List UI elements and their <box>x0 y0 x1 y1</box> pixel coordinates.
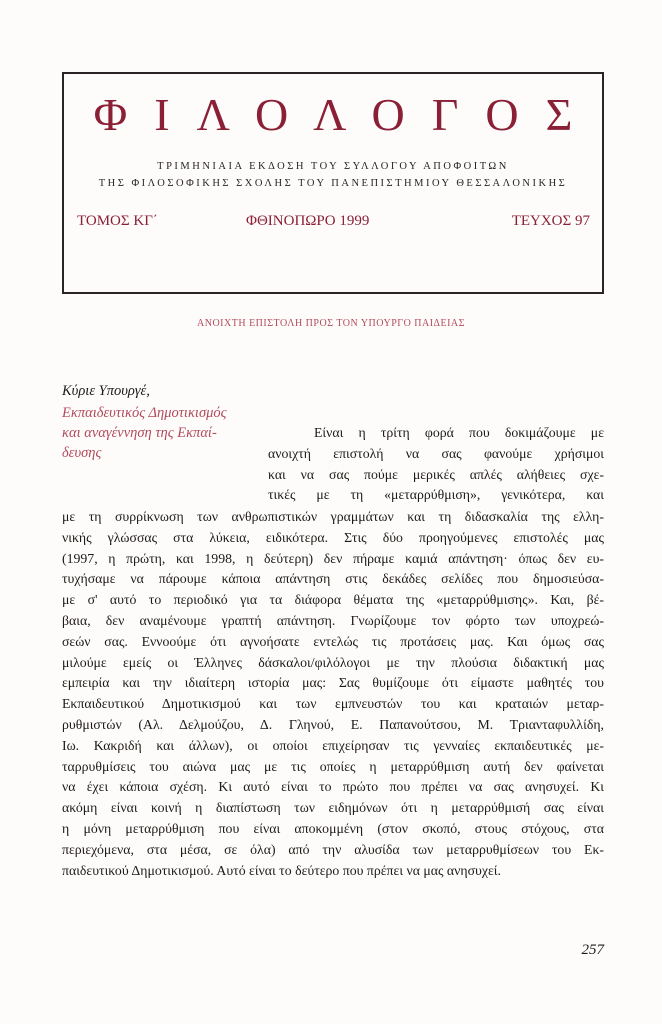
body-text-right-column <box>268 423 604 506</box>
journal-subtitle-line-2: ΤΗΣ ΦΙΛΟΣΟΦΙΚΗΣ ΣΧΟΛΗΣ ΤΟΥ ΠΑΝΕΠΙΣΤΗΜΙΟΥ ΘΕΣΣΑΛΟΝΙΚΗΣ <box>98 178 568 189</box>
text-line: ρυθμιστών (Αλ. Δελμούζου, Δ. Γληνού, Ε. Παπανούτσου, Μ. Τριανταφυλλίδη, <box>62 716 604 732</box>
text-line: σεών σας. Εννοούμε ότι αγνοήσατε εντελώς τις προτάσεις μας. Και όμως σας <box>62 633 604 649</box>
text-line: τυχήσαμε να πάρουμε κάποια απάντηση στις δεκάδες σελίδες που δημοσιεύσα- <box>62 571 604 587</box>
text-line: να έχει κάποια σχέση. Κι αυτό είναι το πρώτο που πρέπει να σας ανησυχεί. Κι <box>62 779 604 795</box>
text-line: Ιω. Κακριδή και άλλων), οι οποίοι επιχείρησαν τις γενναίες εκπαιδευτικές με- <box>62 737 604 753</box>
journal-title: ΦΙΛΟΛΟΓΟΣ <box>93 89 600 140</box>
sidebar-line: δευσης <box>62 445 102 461</box>
masthead <box>62 72 604 294</box>
volume-label: ΤΟΜΟΣ ΚΓ΄ <box>77 213 158 229</box>
text-line: ταρρυθμίσεις του αιώνα μας με τις οποίες η μεταρρύθμιση αυτή δεν φαίνεται <box>62 758 604 774</box>
text-line: Είναι η τρίτη φορά που δοκιμάζουμε με <box>314 425 604 440</box>
sidebar-subtitle <box>62 403 277 463</box>
sidebar-line: και αναγέννηση της Εκπαί- <box>62 425 217 441</box>
text-line: βαια, δεν αναμένουμε γραπτή απάντηση. Γνωρίζουμε τον φόρτο των υποχρεώ- <box>62 612 604 628</box>
text-line: μιλούμε εμείς οι Έλληνες δάσκαλοι/φιλόλογοι με την πλούσια διδακτική μας <box>62 654 604 670</box>
text-line: η μόνη μεταρρύθμιση που είναι αποκομμένη (στον σκοπό, στους στόχους, στα <box>62 820 604 836</box>
text-line: με σ' αυτό το περιοδικό για τα διάφορα θέματα της «μεταρρύθμισης». Και, βέ- <box>62 592 604 608</box>
text-line: και να σας πούμε μερικές απλές αλήθειες σχε- <box>268 466 604 482</box>
sidebar-line: Εκπαιδευτικός Δημοτικισμός <box>62 405 227 421</box>
text-line: παιδευτικού Δημοτικισμού. Αυτό είναι το δεύτερο που πρέπει να μας ανησυχεί. <box>62 862 501 878</box>
text-line: νικής γλώσσας στα λύκεια, ειδικότερα. Στις δύο προηγούμενες επιστολές μας <box>62 529 604 545</box>
letter-heading: ΑΝΟΙΧΤΗ ΕΠΙΣΤΟΛΗ ΠΡΟΣ ΤΟΝ ΥΠΟΥΡΓΟ ΠΑΙΔΕΙΑΣ <box>197 318 465 329</box>
text-line: με τη συρρίκνωση των ανθρωπιστικών γραμμάτων και τη διδασκαλία της ελλη- <box>62 509 604 524</box>
issue-number-label: ΤΕΥΧΟΣ 97 <box>511 213 590 229</box>
salutation: Κύριε Υπουργέ, <box>62 383 150 399</box>
text-line: τικές με τη «μεταρρύθμιση», γενικότερα, και <box>268 487 604 503</box>
text-line: (1997, η πρώτη, και 1998, η δεύτερη) δεν πήραμε καμιά απάντηση· όπως δεν ευ- <box>62 550 604 566</box>
page-number: 257 <box>581 942 604 958</box>
text-line: εμπειρία και την ιδιαίτερη ιστορία μας: Σας θυμίζουμε ότι είμαστε μαθητές του <box>62 675 604 691</box>
journal-subtitle-line-1: ΤΡΙΜΗΝΙΑΙΑ ΕΚΔΟΣΗ ΤΟΥ ΣΥΛΛΟΓΟΥ ΑΠΟΦΟΙΤΩΝ <box>157 161 509 172</box>
text-line: ακόμη είναι κοινή η διαπίστωση των ειδημόνων ότι η μεταρρύθμισή σας είναι <box>62 800 604 816</box>
text-line: ανοιχτή επιστολή να σας φανούμε χρήσιμοι <box>268 445 604 461</box>
text-line: περιεχόμενα, στα μέσα, σε όλα) από την αλυσίδα των μεταρρυθμίσεων του Εκ- <box>62 841 604 857</box>
body-text-full-width <box>62 507 604 881</box>
text-line: Εκπαιδευτικού Δημοτικισμού και των εμπνευστών του και κραταιών μεταρ- <box>62 696 604 712</box>
season-label: ΦΘΙΝΟΠΩΡΟ 1999 <box>246 213 370 229</box>
